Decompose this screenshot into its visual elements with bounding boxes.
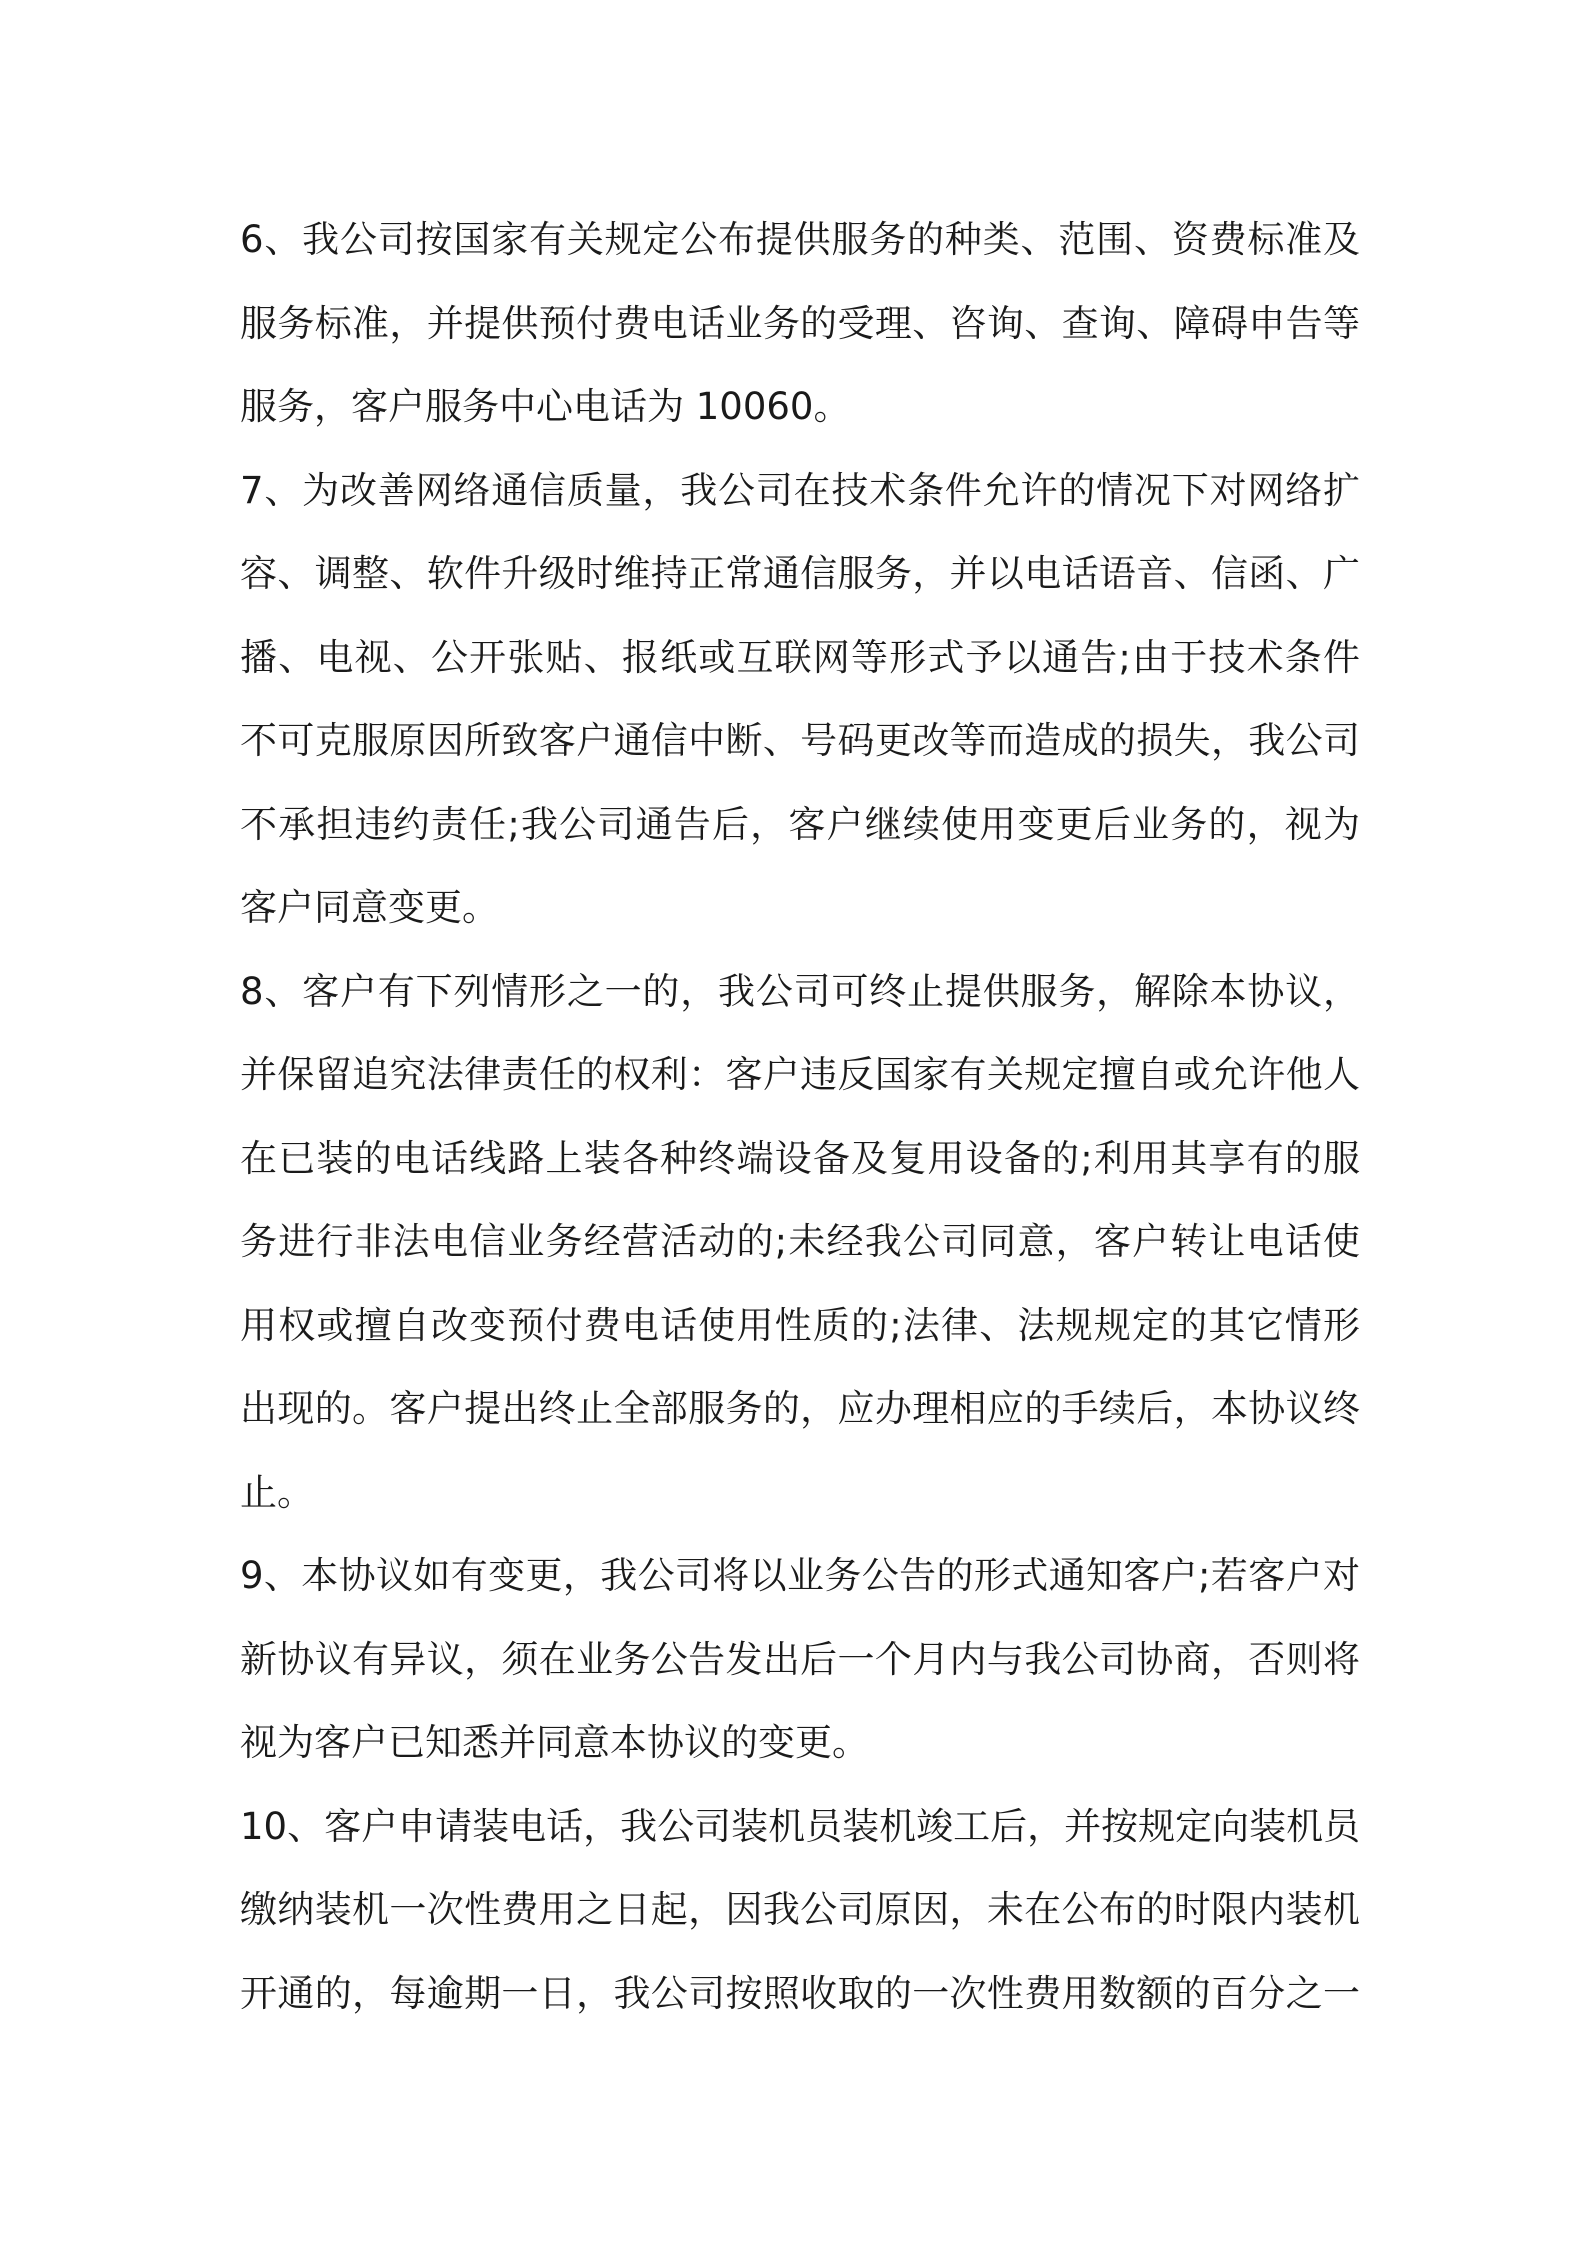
text-line: 7、为改善网络通信质量，我公司在技术条件允许的情况下对网络扩 bbox=[240, 468, 1360, 512]
text-line: 容、调整、软件升级时维持正常通信服务，并以电话语音、信函、广 bbox=[240, 552, 1360, 595]
text-line: 出现的。客户提出终止全部服务的，应办理相应的手续后，本协议终 bbox=[240, 1387, 1360, 1430]
text-line: 开通的，每逾期一日，我公司按照收取的一次性费用数额的百分之一 bbox=[240, 1971, 1360, 2015]
text-line: 服务标准，并提供预付费电话业务的受理、咨询、查询、障碍申告等 bbox=[240, 301, 1360, 345]
text-line: 视为客户已知悉并同意本协议的变更。 bbox=[240, 1721, 869, 1764]
text-line: 服务，客户服务中心电话为 10060。 bbox=[240, 385, 851, 428]
text-line: 不可克服原因所致客户通信中断、号码更改等而造成的损失，我公司 bbox=[240, 719, 1360, 762]
text-line: 务进行非法电信业务经营活动的;未经我公司同意，客户转让电话使 bbox=[240, 1220, 1360, 1263]
text-line: 9、本协议如有变更，我公司将以业务公告的形式通知客户;若客户对 bbox=[240, 1554, 1360, 1597]
text-line: 不承担违约责任;我公司通告后，客户继续使用变更后业务的，视为 bbox=[240, 802, 1360, 846]
text-line: 6、我公司按国家有关规定公布提供服务的种类、范围、资费标准及 bbox=[240, 218, 1360, 261]
text-line: 止。 bbox=[240, 1470, 314, 1514]
text-line: 缴纳装机一次性费用之日起，因我公司原因，未在公布的时限内装机 bbox=[240, 1888, 1360, 1931]
text-line: 用权或擅自改变预付费电话使用性质的;法律、法规规定的其它情形 bbox=[240, 1303, 1360, 1347]
text-line: 10、客户申请装电话，我公司装机员装机竣工后，并按规定向装机员 bbox=[240, 1804, 1361, 1848]
text-line: 新协议有异议，须在业务公告发出后一个月内与我公司协商，否则将 bbox=[240, 1637, 1360, 1681]
text-line: 并保留追究法律责任的权利：客户违反国家有关规定擅自或允许他人 bbox=[240, 1053, 1360, 1096]
text-line: 客户同意变更。 bbox=[240, 886, 499, 929]
document-body bbox=[240, 198, 1360, 2035]
text-line: 8、客户有下列情形之一的，我公司可终止提供服务，解除本协议， bbox=[240, 969, 1360, 1013]
text-line: 在已装的电话线路上装各种终端设备及复用设备的;利用其享有的服 bbox=[240, 1136, 1360, 1180]
text-line: 播、电视、公开张贴、报纸或互联网等形式予以通告;由于技术条件 bbox=[240, 635, 1360, 679]
